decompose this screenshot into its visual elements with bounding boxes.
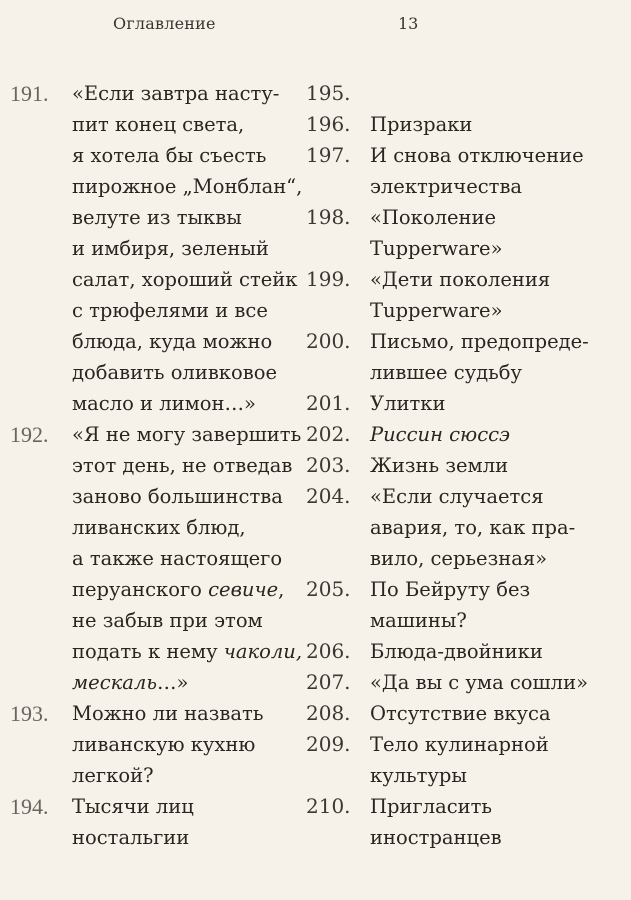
entry-line: Tupperware» [370,237,503,260]
entry-text: перуанского [72,578,209,601]
italic-term: мескаль [72,671,157,694]
entry-number: 195. [306,81,351,105]
entry-line: легкой? [72,764,154,787]
entry-title [370,636,624,667]
entry-text: , [278,578,285,601]
entry-number: 196. [306,112,351,136]
entry-number: 200. [306,329,351,353]
entry-line: машины? [370,609,467,632]
toc-entry-199 [306,264,624,326]
toc-entry-194 [10,791,310,853]
entry-line: этот день, не отведав [72,454,293,477]
entry-title [370,388,624,419]
toc-entry-191 [10,78,310,419]
entry-line: Можно ли назвать [72,702,264,725]
entry-line: я хотела бы съесть [72,144,267,167]
entry-number: 199. [306,267,351,291]
entry-title [370,791,624,853]
entry-line: Тело кулинарной [370,733,549,756]
entry-line: «Да вы с ума сошли» [370,671,588,694]
entry-line [370,78,624,109]
entry-line: Улитки [370,392,446,415]
entry-number: 197. [306,143,351,167]
entry-line: пит конец света, [72,113,245,136]
entry-number: 194. [10,794,49,819]
entry-number: 198. [306,205,351,229]
toc-entry-200 [306,326,624,388]
entry-title [370,419,624,450]
entry-line: И снова отключение [370,144,584,167]
entry-title [370,264,624,326]
entry-line [72,636,310,667]
entry-line: ностальгии [72,826,190,849]
entry-title [72,419,310,698]
entry-line [72,667,310,698]
page-number: 13 [398,14,419,33]
entry-line: ливанскую кухню [72,733,256,756]
entry-line: иностранцев [370,826,502,849]
toc-entry-195 [306,78,624,109]
entry-number: 203. [306,453,351,477]
entry-number: 205. [306,577,351,601]
entry-title [370,574,624,636]
entry-title [370,729,624,791]
entry-number: 207. [306,670,351,694]
entry-line: Пригласить [370,795,493,818]
toc-left-column [10,78,310,853]
entry-line: ливанских блюд, [72,516,246,539]
entry-line: культуры [370,764,467,787]
toc-entry-207 [306,667,624,698]
entry-line: электричества [370,175,523,198]
entry-line: масло и лимон…» [72,392,256,415]
entry-number: 193. [10,701,49,726]
toc-entry-206 [306,636,624,667]
entry-number: 202. [306,422,351,446]
entry-line [72,574,310,605]
entry-line: велуте из тыквы [72,206,242,229]
entry-title [370,109,624,140]
entry-title [370,698,624,729]
toc-entry-192 [10,419,310,698]
entry-line: блюда, куда можно [72,330,273,353]
entry-line: добавить оливковое [72,361,277,384]
entry-line: с трюфелями и все [72,299,268,322]
toc-entry-198 [306,202,624,264]
entry-line: Письмо, предопреде- [370,330,589,353]
entry-line: вило, серьезная» [370,547,548,570]
entry-line [370,419,624,450]
toc-entry-197 [306,140,624,202]
entry-title [72,78,310,419]
entry-line: заново большинства [72,485,283,508]
entry-number: 208. [306,701,351,725]
entry-line: Тысячи лиц [72,795,194,818]
entry-title [370,140,624,202]
entry-title [370,202,624,264]
toc-entry-209 [306,729,624,791]
entry-title [370,481,624,574]
toc-right-column [306,78,624,853]
entry-line: а также настоящего [72,547,283,570]
entry-line: не забыв при этом [72,609,263,632]
toc-entry-203 [306,450,624,481]
entry-number: 192. [10,422,49,447]
entry-line: Призраки [370,113,473,136]
entry-line: салат, хороший стейк [72,268,298,291]
entry-line: и имбиря, зеленый [72,237,269,260]
entry-title [72,698,310,791]
entry-number: 210. [306,794,351,818]
entry-text: …» [156,671,189,694]
entry-title [370,667,624,698]
entry-line: По Бейруту без [370,578,531,601]
toc-entry-208 [306,698,624,729]
page-header [0,14,631,38]
italic-term: чаколи, [223,640,303,663]
entry-line: «Я не могу завершить [72,423,302,446]
toc-entry-205 [306,574,624,636]
entry-line: «Если случается [370,485,544,508]
entry-number: 191. [10,81,49,106]
entry-title [72,791,310,853]
entry-title [370,78,624,109]
entry-line: авария, то, как пра- [370,516,576,539]
entry-number: 206. [306,639,351,663]
toc-entry-196 [306,109,624,140]
running-title: Оглавление [113,14,216,33]
entry-line: Жизнь земли [370,454,509,477]
entry-line: лившее судьбу [370,361,523,384]
entry-line: «Дети поколения [370,268,551,291]
italic-term: Риссин сюссэ [370,423,510,446]
toc-entry-201 [306,388,624,419]
entry-line: Блюда-двойники [370,640,543,663]
entry-line: «Если завтра насту- [72,82,280,105]
entry-line: пирожное „Монблан“, [72,175,303,198]
toc-entry-193 [10,698,310,791]
entry-line: Отсутствие вкуса [370,702,551,725]
entry-title [370,450,624,481]
entry-number: 201. [306,391,351,415]
entry-line: «Поколение [370,206,497,229]
entry-title [370,326,624,388]
entry-line: Tupperware» [370,299,503,322]
entry-number: 209. [306,732,351,756]
entry-number: 204. [306,484,351,508]
italic-term: севиче [208,578,279,601]
toc-entry-210 [306,791,624,853]
toc-entry-202 [306,419,624,450]
toc-entry-204 [306,481,624,574]
entry-text: подать к нему [72,640,224,663]
